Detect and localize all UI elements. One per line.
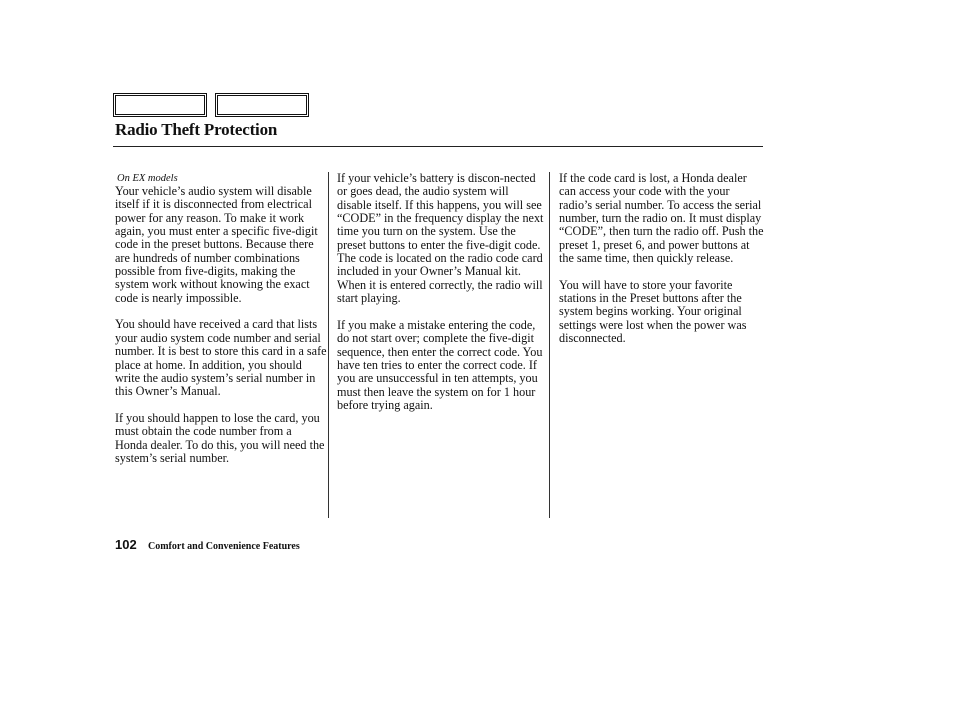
text-column-2	[337, 172, 545, 426]
page-number: 102	[115, 537, 137, 552]
paragraph: You should have received a card that lists your audio system code number and serial number. It is best to store this card in a safe place at home. In addition, you should write the audio system’s serial number in this Owner’s Manual.	[115, 317, 327, 399]
paragraph: If you should happen to lose the card, you must obtain the code number from a Honda dealer. To do this, you will need the system’s serial number.	[115, 410, 325, 465]
paragraph: You will have to store your favorite stations in the Preset buttons after the system begins working. Your original settings were lost when the power was disconnected.	[559, 277, 747, 346]
column-divider	[549, 172, 550, 518]
section-name: Comfort and Convenience Features	[148, 541, 300, 552]
paragraph: If your vehicle’s battery is discon-nected or goes dead, the audio system will disable itself. If this happens, you will see “CODE” in the frequency display the next time you turn on the system. Use the preset buttons to enter the five-digit code. The code is located on the radio code card included in your Owner’s Manual kit. When it is entered correctly, the radio will start playing.	[337, 171, 544, 306]
header-tab-box-1	[113, 93, 207, 117]
model-subheading: On EX models	[117, 173, 178, 184]
text-column-1	[115, 172, 327, 479]
paragraph: Your vehicle’s audio system will disable itself if it is disconnected from electrical power for any reason. To make it work again, you must enter a specific five-digit code in the preset buttons. Because there are hundreds of number combinations possible from five-digits, making the system work without knowing the exact code is nearly impossible.	[115, 184, 318, 305]
text-column-3	[559, 172, 765, 359]
page-title: Radio Theft Protection	[115, 120, 278, 139]
paragraph: If the code card is lost, a Honda dealer can access your code with the your radio’s serial number. To access the serial number, turn the radio on. It must display “CODE”, then turn the radio off. Push the preset 1, preset 6, and power buttons at the same time, then quickly release.	[559, 171, 764, 266]
paragraph: If you make a mistake entering the code, do not start over; complete the five-digit sequence, then enter the correct code. You have ten tries to enter the correct code. If you are unsuccessful in ten attempts, you must then leave the system on for 1 hour before trying again.	[337, 317, 543, 412]
header-tab-box-2	[215, 93, 309, 117]
title-rule	[113, 146, 763, 147]
column-divider	[328, 172, 329, 518]
